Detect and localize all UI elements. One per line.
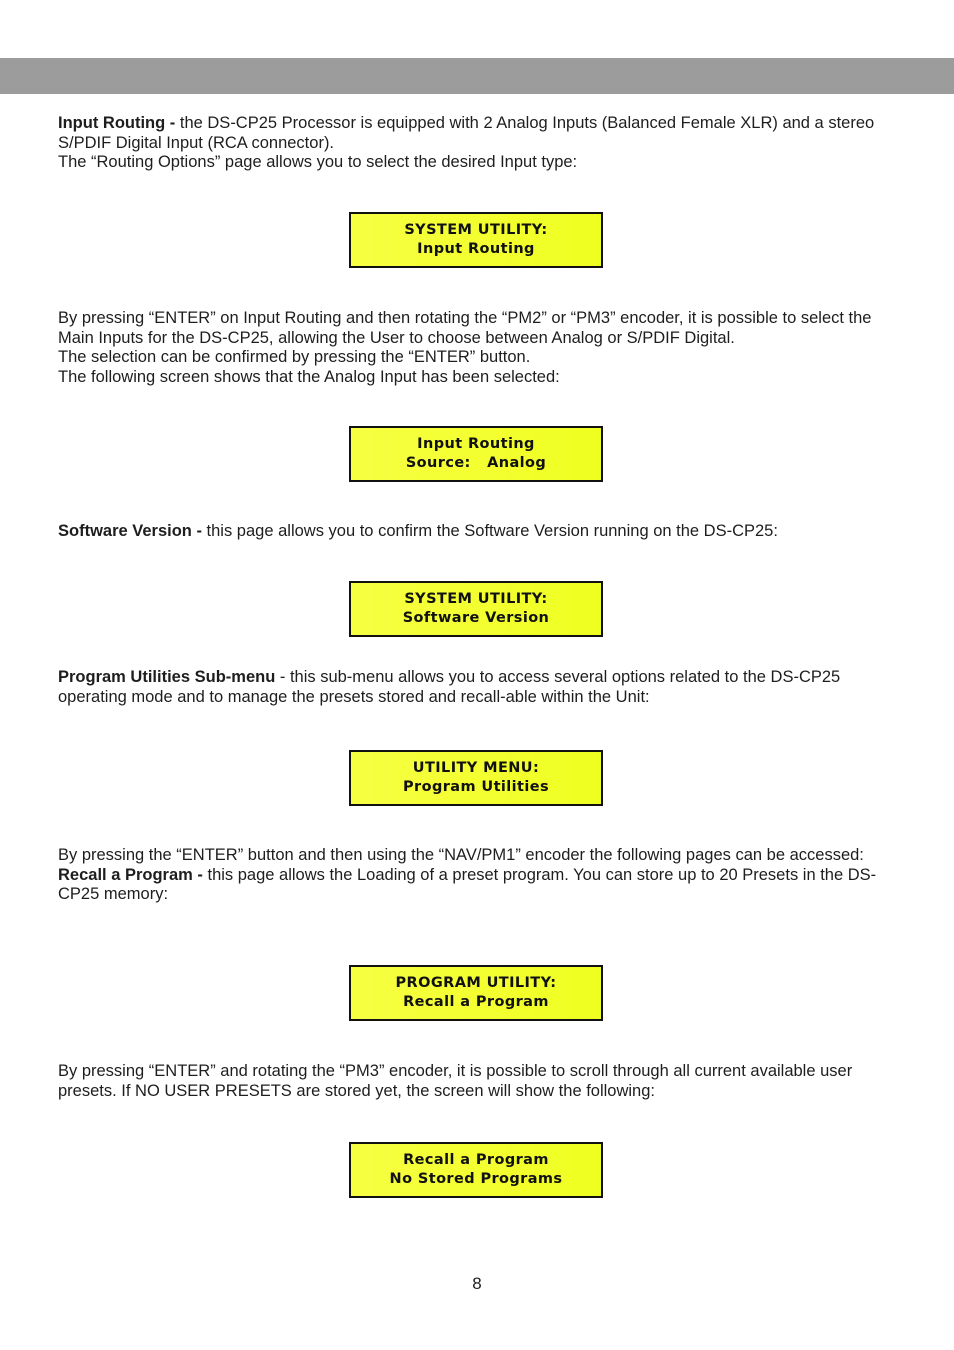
program-utilities-paragraph <box>58 668 898 707</box>
lcd-screen-program-utilities <box>349 750 603 806</box>
routing-instructions-paragraph <box>58 309 898 387</box>
lcd-line2: Recall a Program <box>403 994 549 1010</box>
lcd-line2: Input Routing <box>417 241 535 257</box>
no-presets-text: By pressing “ENTER” and rotating the “PM3” encoder, it is possible to scroll through all current available user presets. If NO USER PRESETS are stored yet, the screen will show the following: <box>58 1062 853 1100</box>
input-routing-text: the DS-CP25 Processor is equipped with 2 Analog Inputs (Balanced Female XLR) and a stereo S/PDIF Digital Input (RCA connector). <box>58 114 875 152</box>
lcd-line1: PROGRAM UTILITY: <box>395 975 557 991</box>
software-version-title: Software Version - <box>58 522 207 540</box>
lcd-line1: UTILITY MENU: <box>412 760 540 776</box>
lcd-line2: Program Utilities <box>403 779 549 795</box>
input-routing-paragraph <box>58 114 898 173</box>
input-routing-title: Input Routing - <box>58 114 180 132</box>
recall-program-paragraph <box>58 846 898 905</box>
routing-instructions-line3: The following screen shows that the Analog Input has been selected: <box>58 367 560 386</box>
lcd-line1: SYSTEM UTILITY: <box>404 222 548 238</box>
lcd-line2: Source: Analog <box>405 455 547 471</box>
header-bar <box>0 58 954 94</box>
lcd-line2: Software Version <box>402 610 550 626</box>
lcd-line2: No Stored Programs <box>389 1171 563 1187</box>
lcd-screen-no-stored-programs <box>349 1142 603 1198</box>
recall-program-text: this page allows the Loading of a preset program. You can store up to 20 Presets in the DS-CP25 memory: <box>58 865 877 904</box>
no-presets-paragraph <box>58 1062 898 1101</box>
recall-program-title: Recall a Program - <box>58 865 208 884</box>
lcd-line1: SYSTEM UTILITY: <box>404 591 548 607</box>
software-version-text: this page allows you to confirm the Software Version running on the DS-CP25: <box>206 522 778 540</box>
software-version-paragraph <box>58 522 898 542</box>
program-utilities-text: - this sub-menu allows you to access several options related to the DS-CP25 operating mode and to manage the presets stored and recall-able within the Unit: <box>58 668 841 706</box>
input-routing-line2: The “Routing Options” page allows you to select the desired Input type: <box>58 153 578 172</box>
lcd-screen-input-routing-source <box>349 426 603 482</box>
routing-instructions-line1: By pressing “ENTER” on Input Routing and then rotating the “PM2” or “PM3” encoder, it is possible to select the Main Inputs for the DS-CP25, allowing the User to choose between Analog or S/PDIF Digital. <box>58 309 872 347</box>
page-number: 8 <box>472 1274 482 1293</box>
program-utilities-title: Program Utilities Sub-menu <box>58 668 276 686</box>
routing-instructions-line2: The selection can be confirmed by pressing the “ENTER” button. <box>58 348 531 367</box>
lcd-screen-software-version <box>349 581 603 637</box>
lcd-screen-recall-program <box>349 965 603 1021</box>
lcd-line1: Input Routing <box>417 436 535 452</box>
recall-program-line1: By pressing the “ENTER” button and then using the “NAV/PM1” encoder the following pages can be accessed: <box>58 846 864 864</box>
lcd-line1: Recall a Program <box>403 1152 549 1168</box>
lcd-screen-system-utility-input-routing <box>349 212 603 268</box>
